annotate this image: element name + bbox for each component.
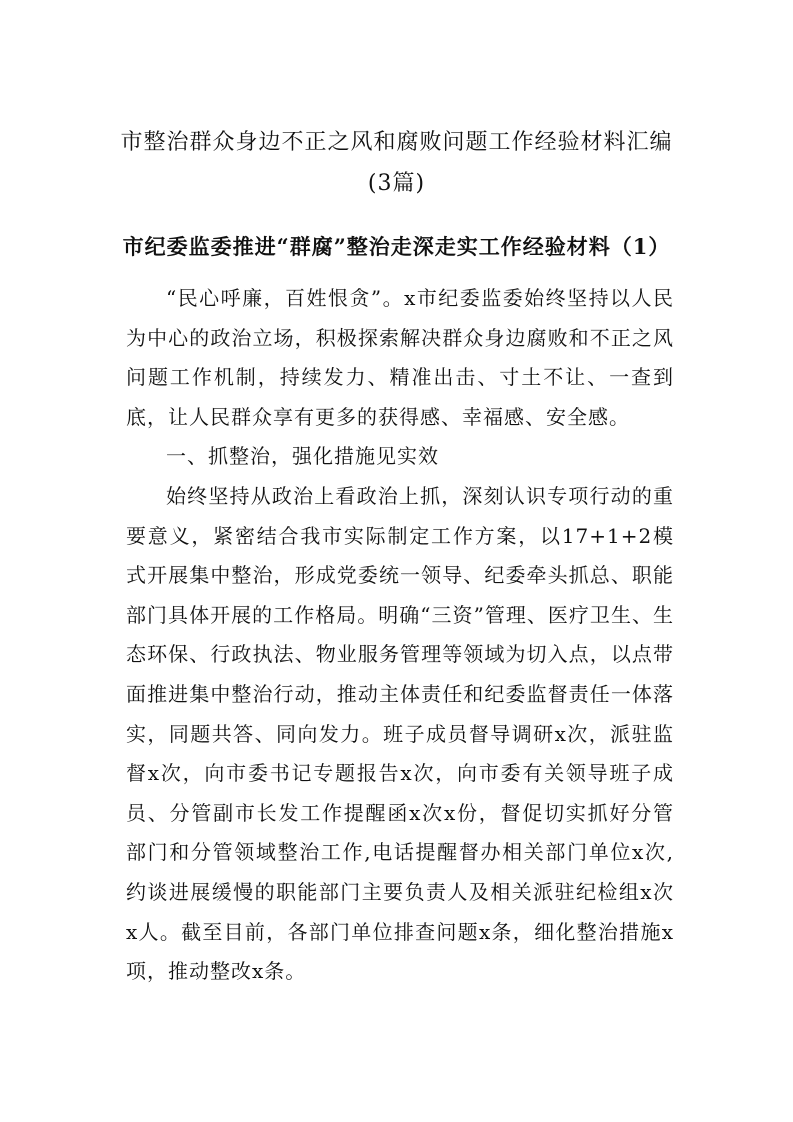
intro-paragraph: “民心呼廉，百姓恨贪”。x市纪委监委始终坚持以人民为中心的政治立场，积极探索解决群众身边腐败和不正之风问题工作机制，持续发力、精准出击、寸土不让、一查到底，让人民群众享有更多的获得感、幸福感、安全感。: [126, 286, 674, 429]
body-paragraph: 始终坚持从政治上看政治上抓，深刻认识专项行动的重要意义，紧密结合我市实际制定工作方案，以17+1+2模式开展集中整治，形成党委统一领导、纪委牵头抓总、职能部门具体开展的工作格局。明确“三资”管理、医疗卫生、生态环保、行政执法、物业服务管理等领域为切入点，以点带面推进集中整治行动，推动主体责任和纪委监督责任一体落实，同题共答、同向发力。班子成员督导调研x次，派驻监督x次，向市委书记专题报告x次，向市委有关领导班子成员、分管副市长发工作提醒函x次x份，督促切实抓好分管部门和分管领域整治工作,电话提醒督办相关部门单位x次,约谈进展缓慢的职能部门主要负责人及相关派驻纪检组x次x人。截至目前，各部门单位排查问题x条，细化整治措施x项，推动整改x条。: [126, 484, 674, 984]
subsection-heading: 一、抓整治，强化措施见实效: [166, 444, 439, 468]
section-title: 市纪委监委推进“群腐”整治走深走实工作经验材料（1）: [122, 234, 671, 259]
document-title: 市整治群众身边不正之风和腐败问题工作经验材料汇编(3篇): [120, 130, 673, 196]
